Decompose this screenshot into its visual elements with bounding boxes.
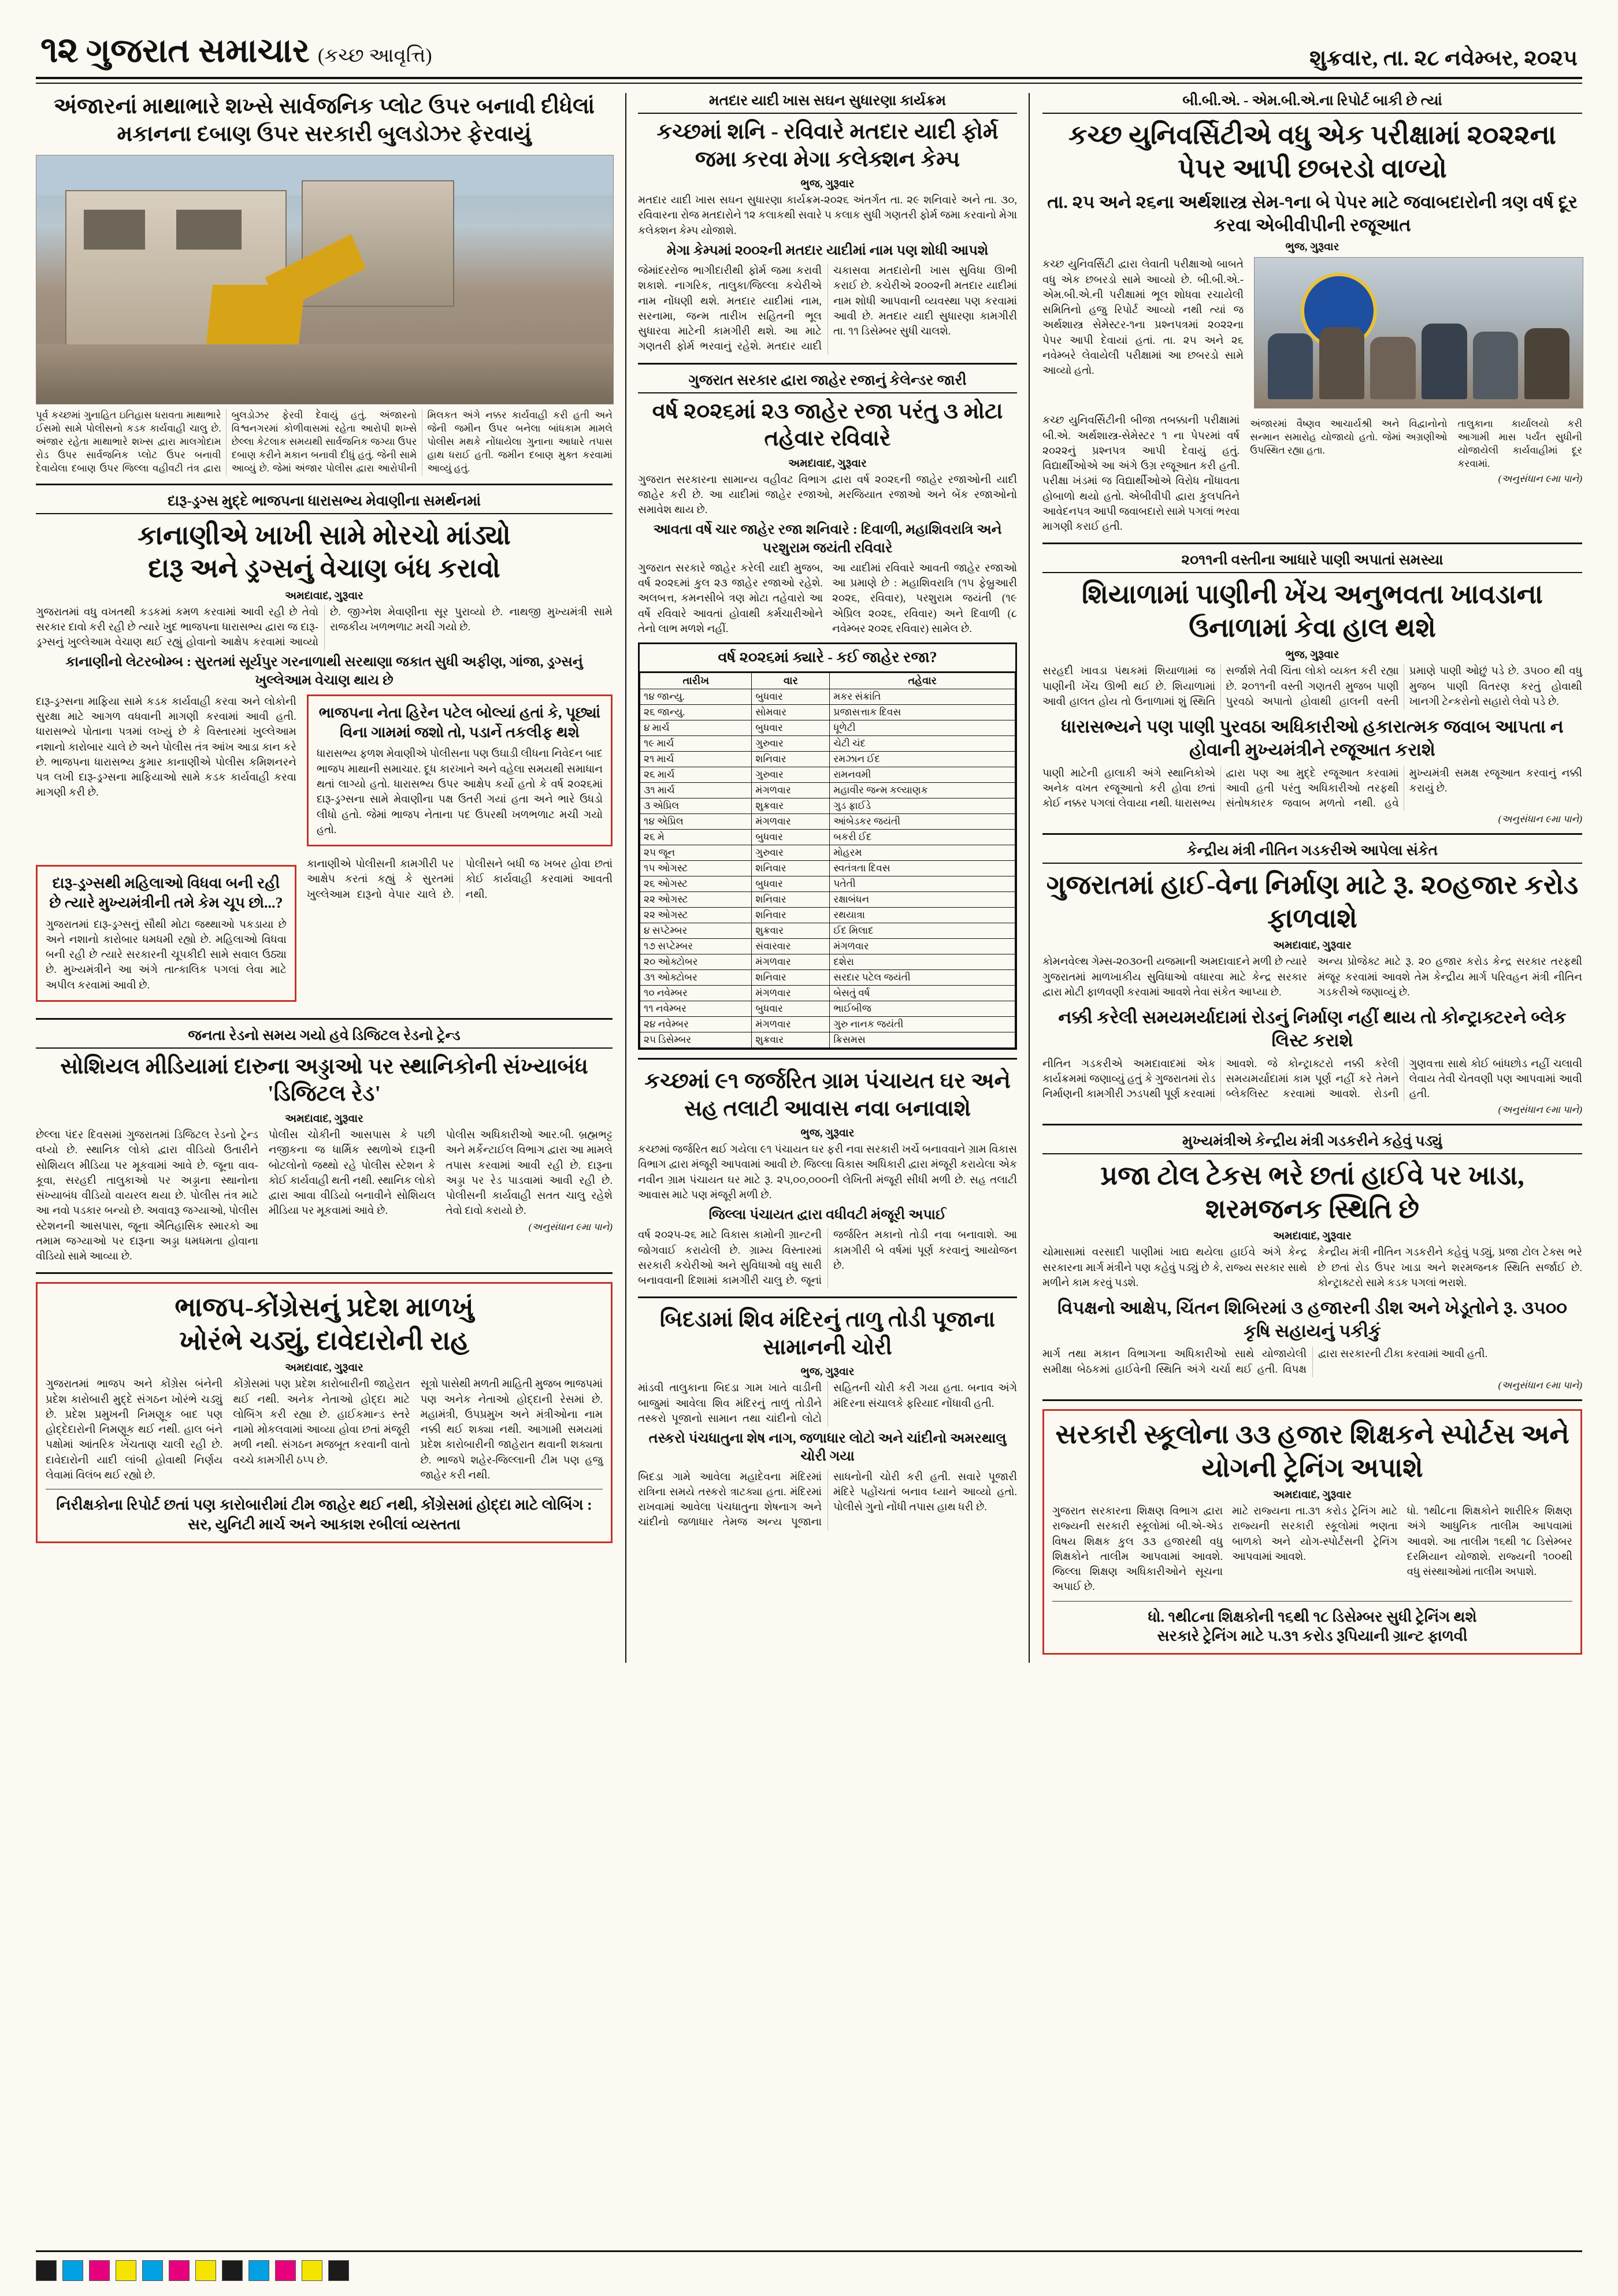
color-swatch	[36, 2260, 57, 2281]
td-festival: ગુરુ નાનક જયંતી	[830, 1017, 1015, 1032]
table-row	[640, 939, 1015, 954]
article-body: માંડવી તાલુકાના બિદડા ગામ ખાતે વાડીની બાજુમાં આવેલા શિવ મંદિરનું તાળું તોડીને તસ્કરો પૂજાનો સામાન તથા ચાંદીનો લોટો સહિતની ચોરી કરી ગયા હતા. બનાવ અંગે મંદિરના સંચાલકે ફરિયાદ નોંધાવી હતી.	[638, 1383, 1017, 1425]
td-day: શનિવાર	[752, 892, 830, 908]
box-headline: ભાજપના નેતા હિરેન પટેલ બોલ્યાં હતાં કે, પૂછ્યાં વિના ગામમાં જશો તો, પડાર્ને તકલીફ થશે	[318, 704, 601, 741]
td-day: શનિવાર	[752, 752, 830, 767]
article-footer-headline-2: સરકારે ટ્રેનિંગ માટે ૫.૩૧ કરોડ રૂપિયાની ગ્રાન્ટ ફાળવી	[1157, 1628, 1468, 1645]
td-day: સોમવાર	[752, 705, 830, 720]
table-row	[640, 861, 1015, 876]
subhead: કાનાણીનો લેટરબોમ્બ : સુરતમાં સૂર્યપુર ગરનાળાથી સરથાણા જકાત સુધી અફીણ, ગાંજા, ડ્રગ્સનું ખુલ્લેઆમ વેચાણ થાય છે	[65, 655, 583, 688]
td-date: ૨૧ માર્ચ	[640, 752, 752, 767]
td-date: ૪ સપ્ટેમ્બર	[640, 923, 752, 939]
byline: અમદાવાદ, ગુરૂવાર	[285, 589, 363, 602]
headline: ભાજપ-કોંગ્રેસનું પ્રદેશ માળખું	[175, 1292, 474, 1322]
article-body-2: પાણી માટેની હાલાકી અંગે સ્થાનિકોએ અનેક વખત રજૂઆતો કરી હોવા છતાં કોઈ નક્કર પગલાં લેવાયા નથી. ધારાસભ્ય દ્વારા પણ આ મુદ્દે રજૂઆત કરવામાં આવી હતી પરંતુ અધિકારીઓ તરફથી સંતોષકારક જવાબ મળતો નથી. હવે મુખ્યમંત્રી સમક્ષ રજૂઆત કરવાનું નક્કી કરાયું છે.	[1042, 767, 1582, 810]
box-hiren-patel	[307, 694, 613, 846]
td-festival: મંગળવાર	[830, 939, 1015, 954]
article-body-2: માટે રાજ્યના તા.૩૧ કરોડ ટ્રેનિંગ માટે રાજ્યની સરકારી સ્કૂલોમાં ભણતા બાળકો અને યોગ-સ્પોર્ટસની ટ્રેનિંગ આપવામાં આવશે.	[1232, 1506, 1398, 1563]
continued-note: (અનુસંધાન ૯મા પાને)	[1498, 813, 1582, 825]
table-row	[640, 767, 1015, 783]
table-title: વર્ષ ૨૦૨૬માં ક્યારે - કઈ જાહેર રજા?	[640, 644, 1015, 673]
table-row	[640, 923, 1015, 939]
td-day: ગુરુવાર	[752, 845, 830, 861]
article-body: ગુજરાતમાં ભાજપ અને કોંગ્રેસ બંનેની પ્રદેશ કારોબારી મુદ્દે સંગઠન ખોરંભે ચડ્યું છે. પ્રદેશ પ્રમુખની નિમણૂક બાદ પણ હોદ્દેદારોની નિમણૂક થઈ નથી. હાલ બંને પક્ષોમાં આંતરિક ખેંચતાણ ચાલી રહી છે. દાવેદારોની યાદી લાંબી હોવાથી નિર્ણય લેવામાં વિલંબ થઈ રહ્યો છે.	[46, 1379, 223, 1481]
table-row	[640, 1032, 1015, 1048]
color-swatch	[142, 2260, 163, 2281]
byline: અમદાવાદ, ગુરૂવાર	[788, 457, 867, 470]
td-date: ૪ માર્ચ	[640, 720, 752, 736]
article-footer-headline: નિરીક્ષકોના રિપોર્ટ છતાં પણ કારોબારીમાં ટીમ જાહેર થઈ નથી, કોંગ્રેસમાં હોદ્દા માટે લોબિંગ : સર, યુનિટી માર્ચ અને આકાશ રબીલાં વ્યસ્તતા	[56, 1496, 592, 1533]
article-body-2: કોંગ્રેસમાં પણ પ્રદેશ કારોબારીની જાહેરાત થઈ નથી. અનેક નેતાઓ હોદ્દા માટે લોબિંગ કરી રહ્યા છે. હાઈકમાન્ડ સ્તરે નામો મોકલવામાં આવ્યા હોવા છતાં મંજૂરી મળી નથી. સંગઠન મજબૂત કરવાની વાતો વચ્ચે કામગીરી ઠપ્પ છે.	[233, 1379, 410, 1466]
subhead: નક્કી કરેલી સમયમર્યાદામાં રોડનું નિર્માણ નહીં થાય તો કોન્ટ્રાક્ટરને બ્લેક લિસ્ટ કરાશે	[1058, 1007, 1567, 1050]
table-row	[640, 954, 1015, 970]
td-festival: મકર સંક્રાંતિ	[830, 689, 1015, 705]
td-day: શુક્રવાર	[752, 923, 830, 939]
table-row	[640, 830, 1015, 845]
byline: અમદાવાદ, ગુરૂવાર	[285, 1362, 363, 1374]
article-body: કોમનવેલ્થ ગેમ્સ-૨૦૩૦ની યજમાની અમદાવાદને મળી છે ત્યારે ગુજરાતમાં માળખાકીય સુવિધાઓ વધારવા માટે કેન્દ્ર સરકાર દ્વારા મોટી ફાળવણી કરવામાં આવશે તેવા સંકેત આપ્યા છે.	[1042, 956, 1307, 998]
td-day: ગુરુવાર	[752, 736, 830, 752]
headline: સરકારી સ્કૂલોના ૩૩ હજાર શિક્ષકને સ્પોર્ટસ અને યોગની ટ્રેનિંગ અપાશે	[1055, 1420, 1569, 1483]
divider	[1042, 833, 1582, 835]
photo-person	[1473, 332, 1518, 399]
table-row	[640, 814, 1015, 830]
photo-caption: પૂર્વ કચ્છમાં ગુનાહિત ઇતિહાસ ધરાવતા માથાભારે ઈસમો સામે પોલીસનો કડક કાર્યવાહી ચાલુ છે. અંજાર રહેતા માથાભારે શખ્સ દ્વારા માલગોદામ રોડ ઉપર સાર્વજનિક પ્લોટ ઉપર બનાવી દેવાયેલા દબાણ ઉપર જિલ્લા વહીવટી તંત્ર દ્વારા બુલડોઝર ફેરવી દેવાયું હતું. અંજારનો વિશ્વનગરમાં કોળીવાસમાં રહેતા આરોપી શખ્સે છેલ્લા કેટલાક સમયથી સાર્વજનિક જગ્યા ઉપર દબાણ કરીને મકાન બનાવી દીધું હતું. જેની સામે આવ્યું છે. જેમાં અંજાર પોલીસ દ્વારા આરોપીની મિલકત અંગે નક્કર કાર્યવાહી કરી હતી અને જેની જમીન ઉપર બનેલા બાંધકામ મામલે પોલીસ મથકે નોંધાયેલા ગુનાના આધારે તપાસ હાથ ધરાઈ હતી. જમીન દબાણ મુક્ત કરવામાં આવ્યું હતું.	[36, 410, 613, 474]
masthead-rule	[36, 77, 1582, 79]
photo-rubble	[36, 344, 613, 404]
headline: વર્ષ ૨૦૨૬માં ૨૩ જાહેર રજા પરંતુ ૩ મોટા તહેવાર રવિવારે	[652, 399, 1003, 451]
color-swatch	[302, 2260, 322, 2281]
td-festival: રમઝાન ઈદ	[830, 752, 1015, 767]
article-body: કચ્છ યુનિવર્સિટી દ્વારા લેવાતી પરીક્ષાઓ બાબતે વધુ એક છબરડો સામે આવ્યો છે. બી.બી.એ.-એમ.બી.એ.ની પરીક્ષામાં ભૂલ શોધવા રચાયેલી સમિતિનો હજુ રિપોર્ટ આવ્યો નથી ત્યાં જ અર્થશાસ્ત્ર સેમેસ્ટર-૧ના પ્રશ્નપત્રમાં ૨૦૨૨ના પેપર આપી દેવાયાં હતાં. તા. ૨૫ અને ૨૬ નવેમ્બરે લેવાયેલી પરીક્ષામાં આ છબરડો સામે આવ્યો હતો.	[1042, 259, 1244, 377]
article-body: ગુજરાતમાં વધુ વખતથી કડકમાં કમળ કરવામાં આવી રહી છે તેવો સરકાર દાવો કરી રહી છે ત્યારે ખુદ ભાજપના ધારાસભ્ય દ્વારા જ દારૂ-ડ્રગ્સનું ખુલ્લેઆમ વેચાણ થઈ રહ્યું હોવાનો આક્ષેપ કરવામાં આવ્યો છે. જીગ્નેશ મેવાણીના સૂર પુરાવ્યો છે. નાથજી મુખ્યમંત્રી સામે રાજકીય ખળભળાટ મચી ગયો છે.	[36, 606, 613, 649]
td-festival: મહાવીર જન્મ કલ્યાણક	[830, 783, 1015, 798]
color-swatch	[116, 2260, 136, 2281]
continued-note: (અનુસંધાન ૯મા પાને)	[1498, 1380, 1582, 1391]
article-body: છેલ્લા પંદર દિવસમાં ગુજરાતમાં ડિજિટલ રેડનો ટ્રેન્ડ વધ્યો છે. સ્થાનિક લોકો દ્વારા વીડિયો ઉતારીને સોશિયલ મીડિયા પર મૂકવામાં આવે છે. જૂના વાવ-કૂવા, સરહદી તાલુકાઓ પર અડ્ડાના સ્થાનોના સંખ્યાબંધ વીડિયો વાયરલ થયા છે. પોલીસ તંત્ર માટે આ નવો પડકાર બન્યો છે. અવાવરૂ જગ્યાઓ, પોલીસ સ્ટેશનની આસપાસ, જૂના ઐતિહાસિક સ્મારકો આ તમામ જગ્યાઓ પર દારૂના અડ્ડા ધમધમતા હોવાના વીડિયો સામે આવ્યા છે.	[36, 1129, 258, 1263]
table-row	[640, 1017, 1015, 1032]
td-festival: બેસતું વર્ષ	[830, 986, 1015, 1001]
headline: ગુજરાતમાં હાઈ-વેના નિર્માણ માટે રૂ. ૨૦હજાર કરોડ ફાળવાશે	[1046, 870, 1579, 933]
headline: બિદડામાં શિવ મંદિરનું તાળુ તોડી પૂજાના સામાનની ચોરી	[659, 1307, 996, 1359]
date-line: શુક્રવાર, તા. ૨૮ નવેમ્બર, ૨૦૨૫	[1309, 46, 1578, 70]
td-festival: ચેટી ચંદ	[830, 736, 1015, 752]
holiday-table-wrapper	[638, 642, 1017, 1050]
article-body: મતદાર યાદી ખાસ સઘન સુધારણા કાર્યક્રમ-૨૦૨૬ અંતર્ગત તા. ૨૯ શનિવારે અને તા. ૩૦, રવિવારના રોજ મતદારોને ૧૨ કલાકથી સવારે ૫ કલાક સુધી ગણતરી ફોર્મ જમા કરવાનો મેગા કલેક્શન કેમ્પ યોજાશે.	[638, 195, 1017, 237]
column-left	[36, 93, 625, 1663]
divider	[36, 484, 613, 485]
table-row	[640, 876, 1015, 892]
color-swatch	[169, 2260, 190, 2281]
registration-color-bar	[36, 2260, 349, 2281]
article-body-3: આ યાદીમાં રવિવારે આવતી જાહેર રજાઓ આ પ્રમાણે છે : મહાશિવરાત્રિ (૧૫ ફેબ્રુઆરી ૨૦૨૬, રવિવાર), પરશુરામ જયંતી (૧૯ એપ્રિલ ૨૦૨૬, રવિવાર) અને દિવાળી (૮ નવેમ્બર ૨૦૨૬ રવિવાર) સામેલ છે.	[832, 562, 1017, 635]
article-demolition	[36, 93, 613, 475]
color-swatch	[195, 2260, 216, 2281]
table-header-row	[640, 673, 1015, 689]
td-date: ૧૯ માર્ચ	[640, 736, 752, 752]
article-panchayat-houses	[638, 1068, 1017, 1288]
continued-note: (અનુસંધાન ૯મા પાને)	[528, 1221, 613, 1232]
continued-note: (અનુસંધાન ૯મા પાને)	[1498, 1104, 1582, 1116]
kicker: મતદાર યાદી ખાસ સઘન સુધારણા કાર્યક્રમ	[638, 93, 1017, 114]
td-date: ૧૦ નવેમ્બર	[640, 986, 752, 1001]
divider	[638, 1296, 1017, 1298]
subhead: આવતા વર્ષે ચાર જાહેર રજા શનિવારે : દિવાળી, મહાશિવરાત્રિ અને પરશુરામ જયંતી રવિવારે	[653, 522, 1002, 556]
td-day: મંગળવાર	[752, 954, 830, 970]
td-festival: સરદાર પટેલ જયંતી	[830, 970, 1015, 986]
photo-demolition	[36, 155, 614, 404]
article-body: સરહદી ખાવડા પંથકમાં શિયાળામાં જ પાણીની ખેંચ ઊભી થઈ છે. શિયાળામાં આવી હાલત હોય તો ઉનાળામાં શું સ્થિતિ સર્જાશે તેવી ચિંતા લોકો વ્યક્ત કરી રહ્યા છે. ૨૦૧૧ની વસ્તી ગણતરી મુજબ પાણી પુરવઠો અપાતો હોવાથી હાલની વસ્તી પ્રમાણે પાણી ઓછું પડે છે. ૩૫૦૦ થી વધુ મુજબ પાણી વિતરણ કરતું હોવાથી ખાનગી ટેન્કરોનો સહારો લેવો પડે છે.	[1042, 666, 1582, 708]
article-toll-tax	[1042, 1134, 1582, 1391]
divider	[1042, 1124, 1582, 1125]
article-teacher-training	[1042, 1409, 1582, 1655]
byline: ભુજ, ગુરૂવાર	[800, 1127, 855, 1140]
table-row	[640, 736, 1015, 752]
divider	[638, 363, 1017, 365]
article-body: ગુજરાત સરકારના શિક્ષણ વિભાગ દ્વારા રાજ્યની સરકારી સ્કૂલોમાં બી.એ-એડ વિષય શિક્ષક કુલ ૩૩ હજારથી વધુ શિક્ષકોને તાલીમ આપવામાં આવશે. જિલ્લા શિક્ષણ અધિકારીઓને સૂચના અપાઈ છે.	[1052, 1506, 1223, 1593]
column-right	[1030, 93, 1582, 1663]
th-festival: તહેવાર	[830, 673, 1015, 689]
td-date: ૨૬ માર્ચ	[640, 767, 752, 783]
headline: સોશિયલ મીડિયામાં દારુના અડ્ડાઓ પર સ્થાનિકોની સંખ્યાબંધ 'ડિજિટલ રેડ'	[60, 1054, 588, 1106]
divider	[1042, 1399, 1582, 1401]
td-festival: મોહરમ	[830, 845, 1015, 861]
subhead: મેગા કેમ્પમાં ૨૦૦૨ની મતદાર યાદીમાં નામ પણ શોધી આપશે	[666, 243, 989, 258]
box-body: ગુજરાતમાં દારૂ-ડ્રગ્સનું સૌથી મોટા જથ્થાઓ પકડાયા છે અને નશાનો કારોબાર ધમધમી રહ્યો છે. મહિલાઓ વિધવા બની રહી છે ત્યારે સરકારની ચૂપકીદી સામે સવાલ ઉઠ્યા છે. મુખ્યમંત્રીને આ અંગે તાત્કાલિક પગલાં લેવા માટે અપીલ કરવામાં આવી છે.	[46, 919, 287, 991]
photo-caption-2: તાલુકાના કાર્યાલયો કરી આગામી માસ પર્યંત સુધીની યોજાયેલી કાર્યવાહીમાં દૂર કરવામાં.	[1457, 418, 1582, 470]
table-row	[640, 720, 1015, 736]
td-day: શનિવાર	[752, 970, 830, 986]
subhead: ધારાસભ્યને પણ પાણી પુરવઠા અધિકારીઓ હકારાત્મક જવાબ આપતા ન હોવાની મુખ્યમંત્રીને રજૂઆત કરાશે	[1061, 716, 1564, 760]
divider	[1042, 543, 1582, 544]
td-festival: પ્રજાસત્તાક દિવસ	[830, 705, 1015, 720]
td-date: ૧૭ સપ્ટેમ્બર	[640, 939, 752, 954]
byline: અમદાવાદ, ગુરૂવાર	[1273, 939, 1352, 952]
holiday-table	[640, 673, 1015, 1048]
paper-title: ગુજરાત સમાચાર	[86, 32, 310, 69]
headline-second-deck: દારૂ અને ડ્રગ્સનું વેચાણ બંધ કરાવો	[148, 553, 500, 584]
photo-person	[1422, 324, 1467, 399]
column-center	[625, 93, 1030, 1663]
td-date: ૨૫ જૂન	[640, 845, 752, 861]
td-day: મંગળવાર	[752, 783, 830, 798]
td-date: ૨૬ મે	[640, 830, 752, 845]
td-date: ૧૫ ઓગસ્ટ	[640, 861, 752, 876]
td-day: બુધવાર	[752, 876, 830, 892]
td-date: ૩૧ ઓક્ટોબર	[640, 970, 752, 986]
td-day: સંવારવાર	[752, 939, 830, 954]
headline: કચ્છ યુનિવર્સિટીએ વધુ એક પરીક્ષામાં ૨૦૨૨ના પેપર આપી છબરડો વાળ્યો	[1068, 120, 1556, 183]
article-body-3: સૂત્રો પાસેથી મળતી માહિતી મુજબ ભાજપમાં પણ અનેક નેતાઓ હોદ્દાની રેસમાં છે. મહામંત્રી, ઉપપ્રમુખ અને મંત્રીઓના નામ નક્કી થઈ શક્યા નથી. આગામી સમયમાં પ્રદેશ કારોબારીની જાહેરાત થવાની શક્યતા છે. ભાજપે શહેર-જિલ્લાની ટીમ પણ હજુ જાહેર કરી નથી.	[420, 1379, 603, 1481]
byline: અમદાવાદ, ગુરૂવાર	[1273, 1489, 1352, 1502]
td-day: શનિવાર	[752, 861, 830, 876]
article-body-2: જેમાંદરરોજ ભાગીદારીથી ફોર્મ જમા કરાવી શકાશે. નાગરિક, તાલુકા/જિલ્લા કચેરીએ નામ નોંધણી થશે. મતદાર યાદીમાં નામ, સરનામા, જન્મ તારીખ સહિતની ભૂલ સુધારવા માટેની કામગીરી થશે. આ માટે ગણતરી ફોર્મ ભરવાનું રહેશે. મતદાર યાદી ચકાસવા મતદારોની ખાસ સુવિધા ઊભી કરાઈ છે. કચેરીએ ૨૦૦૨ની મતદાર યાદીમાં નામ શોધી આપવાની વ્યવસ્થા પણ કરવામાં આવી છે. મતદાર યાદી સુધારણા કામગીરી તા. ૧૧ ડિસેમ્બર સુધી ચાલશે.	[638, 265, 1017, 353]
article-water-shortage	[1042, 552, 1582, 825]
subhead: વિપક્ષનો આક્ષેપ, ચિંતન શિબિરમાં ૩ હજારની ડીશ અને ખેડૂતોને રૂ. ૩૫૦૦ કૃષિ સહાયનું પકીકું	[1057, 1298, 1567, 1341]
td-day: બુધવાર	[752, 689, 830, 705]
td-day: મંગળવાર	[752, 814, 830, 830]
td-day: શનિવાર	[752, 908, 830, 923]
td-day: શુક્રવાર	[752, 1032, 830, 1048]
article-body: ચોમાસામાં વરસાદી પાણીમાં ખાદ્ય થયેલા હાઈવે અંગે કેન્દ્ર સરકારના માર્ગ મંત્રીને પણ કહેવું પડ્યું છે કે, રાજ્ય સરકાર સાથે મળીને કામ કરવું પડશે.	[1042, 1247, 1307, 1289]
td-day: ગુરુવાર	[752, 767, 830, 783]
article-body-2: કેન્દ્રીય મંત્રી નીતિન ગડકરીને કહેવું પડ્યું, પ્રજા ટોલ ટેક્સ ભરે છે છતાં રોડ ઉપર ખાડા અને શરમજનક સ્થિતિ સર્જાઈ છે. કોન્ટ્રાક્ટરો સામે કડક પગલાં ભરાશે.	[1318, 1247, 1582, 1289]
td-day: બુધવાર	[752, 1001, 830, 1017]
th-day: વાર	[752, 673, 830, 689]
article-body-2: દારૂ-ડ્રગ્સના માફિયા સામે કડક કાર્યવાહી કરવા અને લોકોની સુરક્ષા માટે આગળ વધવાની માગણી કરવામાં આવી હતી. ધારાસભ્યે પોતાના પત્રમાં લખ્યું છે કે વિસ્તારમાં ખુલ્લેઆમ નશાનો કારોબાર ચાલે છે અને પોલીસ તંત્ર આંખ આડા કાન કરે છે. ભાજપના ધારાસભ્ય કુમાર કાનાણીએ પોલીસ કમિશનરને પત્ર લખી દારૂ-ડ્રગ્સના માફિયાઓ સામે કડક કાર્યવાહી કરવા માગણી કરી છે.	[36, 696, 296, 799]
article-body-3: પોલીસ અધિકારીઓ આર.બી. બ્રહ્મભટ્ટ અને મર્કેન્ટાઈલ વિભાગ દ્વારા આ મામલે તપાસ કરવામાં આવી રહી છે. દારૂના અડ્ડા પર રેડ પાડવામાં આવી રહી છે. પોલીસની કાર્યવાહી સતત ચાલુ રહેશે તેવો દાવો કરાયો છે.	[446, 1129, 613, 1217]
td-festival: સ્વતંત્રતા દિવસ	[830, 861, 1015, 876]
table-row	[640, 705, 1015, 720]
article-party-structure	[36, 1282, 613, 1543]
td-festival: રામનવમી	[830, 767, 1015, 783]
td-festival: દશેરા	[830, 954, 1015, 970]
table-row	[640, 986, 1015, 1001]
td-festival: આંબેડકર જયંતી	[830, 814, 1015, 830]
article-body-3: ધો. ૧થી૮ના શિક્ષકોને શારીરિક શિક્ષણ અંગે આધુનિક તાલીમ આપવામાં આવશે. આ તાલીમ ૧૬થી ૧૮ ડિસેમ્બર દરમિયાન યોજાશે. રાજ્યની ૧૦૦થી વધુ સંસ્થાઓમાં તાલીમ અપાશે.	[1407, 1506, 1572, 1578]
article-temple-theft	[638, 1306, 1017, 1530]
masthead	[0, 0, 1618, 77]
td-festival: ભાઈબીજ	[830, 1001, 1015, 1017]
color-swatch	[275, 2260, 296, 2281]
table-row	[640, 1001, 1015, 1017]
divider	[1052, 1601, 1572, 1602]
td-day: શુક્રવાર	[752, 798, 830, 814]
byline: ભુજ, ગુરૂવાર	[1285, 241, 1339, 254]
subhead: તસ્કરો પંચધાતુના શેષ નાગ, જળાધાર લોટો અને ચાંદીનો અમરથાલુ ચોરી ગયા	[648, 1431, 1007, 1465]
article-digital-raid	[36, 1028, 613, 1264]
td-date: ૨૪ નવેમ્બર	[640, 1017, 752, 1032]
photo-people-group	[1268, 315, 1569, 399]
divider	[36, 1018, 613, 1020]
td-day: મંગળવાર	[752, 1017, 830, 1032]
box-widows	[36, 865, 296, 1002]
headline: કચ્છમાં શનિ - રવિવારે મતદાર યાદી ફોર્મ જમા કરવા મેગા કલેક્શન કેમ્પ	[656, 120, 999, 172]
td-date: ૨૦ ઓક્ટોબર	[640, 954, 752, 970]
headline: શિયાળામાં પાણીની ખેંચ અનુભવતા ખાવડાના ઉનાળામાં કેવા હાલ થશે	[1082, 579, 1543, 642]
photo-person	[1268, 333, 1313, 399]
photo-person	[1524, 328, 1569, 399]
td-festival: ગુડ ફ્રાઈડે	[830, 798, 1015, 814]
masthead-left	[40, 30, 432, 71]
kicker: મુખ્યમંત્રીએ કેન્દ્રીય મંત્રી ગડકરીને કહેવું પડ્યું	[1042, 1134, 1582, 1154]
td-day: મંગળવાર	[752, 986, 830, 1001]
headline: અંજારનાં માથાભારે શખ્સે સાર્વજનિક પ્લોટ ઉપર બનાવી દીધેલાં મકાનના દબાણ ઉપર સરકારી બુલડોઝર ફેરવાયું	[53, 94, 595, 146]
kicker: બી.બી.એ. - એમ.બી.એ.ના રિપોર્ટ બાકી છે ત્યાં	[1042, 93, 1582, 114]
table-row	[640, 689, 1015, 705]
td-festival: રથયાત્રા	[830, 908, 1015, 923]
table-row	[640, 845, 1015, 861]
page-number: ૧૨	[40, 31, 78, 70]
byline: ભુજ, ગુરૂવાર	[800, 178, 855, 190]
td-festival: બકરી ઈદ	[830, 830, 1015, 845]
color-swatch	[89, 2260, 110, 2281]
color-swatch	[328, 2260, 349, 2281]
kicker: કેન્દ્રીય મંત્રી નીતિન ગડકરીએ આપેલા સંકેત	[1042, 843, 1582, 864]
subhead: જિલ્લા પંચાયત દ્વારા વધીવટી મંજૂરી અપાઈ	[708, 1208, 947, 1223]
article-body-2: અન્ય પ્રોજેક્ટ માટે રૂ. ૨૦ હજાર કરોડ કેન્દ્ર સરકાર તરફથી મંજૂર કરવામાં આવશે તેમ કેન્દ્રીય માર્ગ પરિવહન મંત્રી નીતિન ગડકરીએ જણાવ્યું છે.	[1318, 956, 1582, 998]
td-festival: ઈદ મિલાદ	[830, 923, 1015, 939]
byline: અમદાવાદ, ગુરૂવાર	[1273, 1230, 1352, 1243]
article-body-2: ગુજરાત સરકારે જાહેર કરેલી યાદી મુજબ, વર્ષ ૨૦૨૬માં કુલ ૨૩ જાહેર રજાઓ રહેશે. અલબત્ત, કમનસીબે ત્રણ મોટા તહેવારો આ વર્ષે રવિવારે આવતાં હોવાથી કર્મચારીઓને તેનો લાભ મળશે નહીં.	[638, 562, 823, 635]
table-row	[640, 798, 1015, 814]
footer-rule	[36, 2250, 1582, 2252]
headline: કાનાણીએ ખાખી સામે મોરચો માંડ્યો	[138, 520, 511, 550]
td-festival: પતેતી	[830, 876, 1015, 892]
divider	[36, 1272, 613, 1274]
td-festival: ક્રિસમસ	[830, 1032, 1015, 1048]
article-university-paper	[1042, 93, 1582, 534]
box-headline: દારૂ-ડ્રગ્સથી મહિલાઓ વિધવા બની રહી છે ત્યારે મુખ્યમંત્રીની તમે કેમ ચૂપ છો...?	[49, 875, 283, 911]
td-date: ૧૪ જાન્યુ.	[640, 689, 752, 705]
kicker: ગુજરાત સરકાર દ્વારા જાહેર રજાનું કેલેન્ડર જારી	[638, 373, 1017, 393]
td-day: બુધવાર	[752, 720, 830, 736]
headline-second-deck: ખોરંભે ચડ્યું, દાવેદારોની રાહ	[179, 1325, 469, 1355]
article-footer-headline: ધો. ૧થી૮ના શિક્ષકોની ૧૬થી ૧૮ ડિસેમ્બર સુધી ટ્રેનિંગ થશે	[1148, 1608, 1477, 1625]
article-body-2: વર્ષ ૨૦૨૫-૨૬ માટે વિકાસ કામોની ગ્રાન્ટની જોગવાઈ કરાયેલી છે. ગ્રામ્ય વિસ્તારમાં સરકારી કચેરીઓ અને સુવિધાઓ વધુ સારી બનાવવાની દિશામાં કામગીરી ચાલુ છે. જૂનાં જર્જરિત મકાનો તોડી નવા બનાવાશે. આ કામગીરી બે વર્ષમાં પૂર્ણ કરવાનું આયોજન છે.	[638, 1229, 1017, 1287]
td-day: બુધવાર	[752, 830, 830, 845]
kicker: જનતા રેડનો સમય ગયો હવે ડિજિટલ રેડનો ટ્રેન્ડ	[36, 1028, 613, 1049]
photo-person	[1370, 337, 1415, 399]
photo-excavator	[206, 285, 305, 350]
td-date: ૨૬ ઓગસ્ટ	[640, 876, 752, 892]
photo-event	[1254, 257, 1583, 408]
article-body-3: નીતિન ગડકરીએ અમદાવાદમાં એક કાર્યક્રમમાં જણાવ્યું હતું કે ગુજરાતમાં રોડ નિર્માણની કામગીરી ઝડપથી પૂર્ણ કરવામાં આવશે. જે કોન્ટ્રાક્ટરો નક્કી કરેલી સમયમર્યાદામાં કામ પૂર્ણ નહીં કરે તેમને બ્લેકલિસ્ટ કરવામાં આવશે. રોડની ગુણવત્તા સાથે કોઈ બાંધછોડ નહીં ચલાવી લેવાય તેવી ચેતવણી પણ આપવામાં આવી હતી.	[1042, 1058, 1582, 1101]
table-row	[640, 892, 1015, 908]
color-swatch	[62, 2260, 83, 2281]
article-body-2: કચ્છ યુનિવર્સિટીની બીજા તબક્કાની પરીક્ષામાં બી.એ. અર્થશાસ્ત્ર-સેમેસ્ટર ૧ ના પેપરમાં વર્ષ ૨૦૨૨નું પ્રશ્નપત્ર આપી દેવાયું હતું. વિદ્યાર્થીઓએ આ અંગે ઉગ્ર રજૂઆત કરી હતી. પરીક્ષા ખંડમાં જ વિદ્યાર્થીઓએ વિરોધ નોંધાવતા હોબાળો થયો હતો. એબીવીપી દ્વારા કુલપતિને આવેદનપત્ર આપી જવાબદારો સામે પગલાં ભરવા માગણી કરાઈ હતી.	[1042, 415, 1240, 533]
subhead: તા. ૨૫ અને ૨૬ના અર્થશાસ્ત્ર સેમ-૧ના બે પેપર માટે જવાબદારોની ત્રણ વર્ષ દૂર કરવા એબીવીપીની રજૂઆત	[1047, 192, 1578, 235]
article-body-2: પોલીસ ચોકીની આસપાસ કે પછી નજીકના જ ધાર્મિક સ્થળોએ દારૂની બોટલોનો જથ્થો રહે પોલીસ સ્ટેશન કે કોઈ કાર્યવાહી થતી નથી. સ્થાનિક લોકો દ્વારા આવા વીડિયો બનાવીને સોશિયલ મીડિયા પર મૂકવામાં આવે છે.	[268, 1129, 436, 1217]
article-body: કચ્છમાં જર્જરિત થઈ ગયેલા ૯૧ પંચાયત ઘર ફરી નવા સરકારી ખર્ચે બનાવવાને ગ્રામ વિકાસ વિભાગ દ્વારા મંજૂરી આપવામાં આવી છે. જિલ્લા વિકાસ અધિકારી દ્વારા મંજૂરી કરાયેલા એક નવીન ગ્રામ પંચાયત ઘર માટે રૂ. ૨૫,૦૦,૦૦૦ની લેખિતી મંજૂરી સીધી મળી છે. સહ તલાટી આવાસ માટે પણ મંજૂરી મળી છે.	[638, 1144, 1017, 1201]
edition-label: (કચ્છ આવૃત્તિ)	[317, 45, 432, 66]
td-festival: રક્ષાબંધન	[830, 892, 1015, 908]
divider	[638, 1058, 1017, 1060]
article-body-3: માર્ગ તથા મકાન વિભાગના અધિકારીઓ સાથે યોજાયેલી સમીક્ષા બેઠકમાં હાઈવેની સ્થિતિ અંગે ચર્ચા થઈ હતી. વિપક્ષ દ્વારા સરકારની ટીકા કરવામાં આવી હતી.	[1042, 1348, 1488, 1376]
article-body-2: બિદડા ગામે આવેલા મહાદેવના મંદિરમાં રાત્રિના સમયે તસ્કરો ત્રાટક્યા હતા. મંદિરમાં રાખવામાં આવેલા પંચધાતુના શેષનાગ અને ચાંદીનો જળાધાર તેમજ અન્ય પૂજાના સાધનોની ચોરી કરી હતી. સવારે પૂજારી મંદિરે પહોંચતાં બનાવ ધ્યાને આવ્યો હતો. પોલીસે ગુનો નોંધી તપાસ હાથ ધરી છે.	[638, 1471, 1017, 1529]
article-holiday-calendar	[638, 373, 1017, 1050]
td-date: ૩૧ માર્ચ	[640, 783, 752, 798]
td-date: ૧૪ એપ્રિલ	[640, 814, 752, 830]
table-row	[640, 783, 1015, 798]
headline: કચ્છમાં ૯૧ જર્જરિત ગ્રામ પંચાયત ઘર અને સહ તલાટી આવાસ નવા બનાવાશે	[644, 1069, 1011, 1121]
td-date: ૨૬ જાન્યુ.	[640, 705, 752, 720]
color-swatch	[222, 2260, 243, 2281]
article-highway-funds	[1042, 843, 1582, 1116]
continued-note: (અનુસંધાન ૯મા પાને)	[1498, 473, 1582, 485]
td-date: ૨૨ ઓગસ્ટ	[640, 908, 752, 923]
kicker: દારૂ-ડ્રગ્સ મુદ્દે ભાજપના ધારાસભ્ય મેવાણીના સમર્થનમાં	[36, 493, 613, 514]
td-date: ૨૫ ડિસેમ્બર	[640, 1032, 752, 1048]
article-liquor-drugs	[36, 493, 613, 1010]
article-footer-body: કાનાણીએ પોલીસની કામગીરી પર આક્ષેપ કરતાં કહ્યું કે સુરતમાં ખુલ્લેઆમ દારૂનો વેપાર ચાલે છે. પોલીસને બધી જ ખબર હોવા છતાં કોઈ કાર્યવાહી કરવામાં આવતી નથી.	[306, 859, 613, 901]
table-row	[640, 908, 1015, 923]
byline: અમદાવાદ, ગુરૂવાર	[285, 1112, 363, 1125]
th-date: તારીખ	[640, 673, 752, 689]
photo-caption: અંજારમાં વૈષ્ણવ આચાર્યશ્રી અને વિદ્વાનોનો સન્માન સમારોહ યોજાયો હતો. જેમાં અગ્રણીઓ ઉપસ્થિત રહ્યા હતા.	[1250, 418, 1448, 456]
color-swatch	[248, 2260, 269, 2281]
td-festival: ધૂળેટી	[830, 720, 1015, 736]
kicker: ૨૦૧૧ની વસ્તીના આધારે પાણી અપાતાં સમસ્યા	[1042, 552, 1582, 573]
article-voter-list-camp	[638, 93, 1017, 355]
table-row	[640, 970, 1015, 986]
byline: ભુજ, ગુરૂવાર	[800, 1366, 855, 1379]
article-body: ગુજરાત સરકારના સામાન્ય વહીવટ વિભાગ દ્વારા વર્ષ ૨૦૨૬ની જાહેર રજાઓની યાદી જાહેર કરી છે. આ યાદીમાં જાહેર રજાઓ, મરજિયાત રજાઓ અને બેંક રજાઓનો સમાવેશ થાય છે.	[638, 474, 1017, 517]
td-date: ૨૨ ઓગસ્ટ	[640, 892, 752, 908]
byline: ભુજ, ગુરૂવાર	[1285, 649, 1339, 662]
page-columns	[0, 84, 1618, 1663]
td-date: ૧૧ નવેમ્બર	[640, 1001, 752, 1017]
td-date: ૩ એપ્રિલ	[640, 798, 752, 814]
table-row	[640, 752, 1015, 767]
headline: પ્રજા ટોલ ટેકસ ભરે છતાં હાઈવે પર ખાડા, શરમજનક સ્થિતિ છે	[1100, 1161, 1524, 1224]
box-body: ધારાસભ્ય ફળશ મેવાણીએ પોલીસના પણ ઉઘાડી લીધના નિવેદન બાદ ભાજપ માથાની સમાચાર. દૂધ કારખાને અને વહેલા સમયથી સમાધાન થતાં લાગ્યો હતો. ધારાસભ્ય ઉપર આક્ષેપ કર્યો હતો કે વર્ષ ૨૦૨૬માં દારૂ-ડ્રગ્સના સામે મેવાણીના પક્ષ ઉતરી ગયાં હતા અને ભારે ઉધડો લીધો હતો. જેમાં ભાજપ નેતાના પદ ઉપરથી ખળભળાટ મચી ગયો હતો.	[316, 748, 603, 836]
photo-person	[1319, 327, 1364, 399]
